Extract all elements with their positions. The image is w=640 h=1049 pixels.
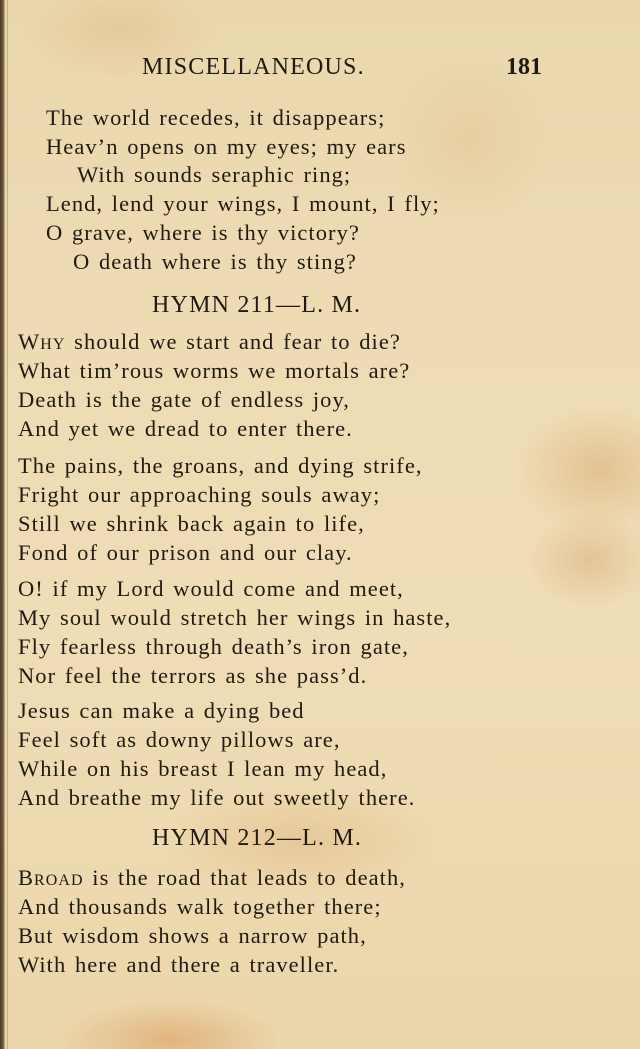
section-title: MISCELLANEOUS.	[142, 54, 365, 80]
verse-line: Still we shrink back again to life,	[18, 511, 365, 536]
verse-line: And breathe my life out sweetly there.	[18, 785, 416, 810]
binding-line	[7, 0, 8, 1049]
verse-line: The pains, the groans, and dying strife,	[18, 453, 423, 478]
verse-line: My soul would stretch her wings in haste,	[18, 605, 452, 630]
hymn-title: HYMN 212—L. M.	[152, 825, 363, 851]
verse-line: While on his breast I lean my head,	[18, 756, 388, 781]
verse-line: Nor feel the terrors as she pass’d.	[18, 663, 368, 688]
verse-line: Death is the gate of endless joy,	[18, 387, 350, 412]
verse-line: Jesus can make a dying bed	[18, 698, 305, 723]
verse-line: The world recedes, it disappears;	[46, 105, 386, 130]
verse-line: O grave, where is thy victory?	[46, 220, 360, 245]
verse-line: Fond of our prison and our clay.	[18, 540, 353, 565]
verse-line: Feel soft as downy pillows are,	[18, 727, 341, 752]
verse-line	[18, 327, 401, 356]
verse-line: With sounds seraphic ring;	[77, 162, 352, 187]
verse-line	[18, 863, 406, 892]
running-head	[0, 54, 640, 86]
verse-line: But wisdom shows a narrow path,	[18, 923, 367, 948]
drop-word: Why	[18, 329, 66, 354]
verse-line: O death where is thy sting?	[73, 249, 357, 274]
verse-line-rest: should we start and fear to die?	[65, 329, 401, 354]
verse-line: Lend, lend your wings, I mount, I fly;	[46, 191, 440, 216]
verse-line: With here and there a traveller.	[18, 952, 340, 977]
verse-line: And yet we dread to enter there.	[18, 416, 353, 441]
verse-line-rest: is the road that leads to death,	[83, 865, 406, 890]
drop-word: Broad	[18, 865, 84, 890]
verse-line: Fly fearless through death’s iron gate,	[18, 634, 409, 659]
verse-line: Heav’n opens on my eyes; my ears	[46, 134, 407, 159]
hymn-title: HYMN 211—L. M.	[152, 292, 362, 318]
verse-line: O! if my Lord would come and meet,	[18, 576, 404, 601]
page-number: 181	[506, 54, 542, 80]
verse-line: What tim’rous worms we mortals are?	[18, 358, 411, 383]
verse-line: Fright our approaching souls away;	[18, 482, 381, 507]
verse-line: And thousands walk together there;	[18, 894, 382, 919]
book-binding-edge	[0, 0, 5, 1049]
